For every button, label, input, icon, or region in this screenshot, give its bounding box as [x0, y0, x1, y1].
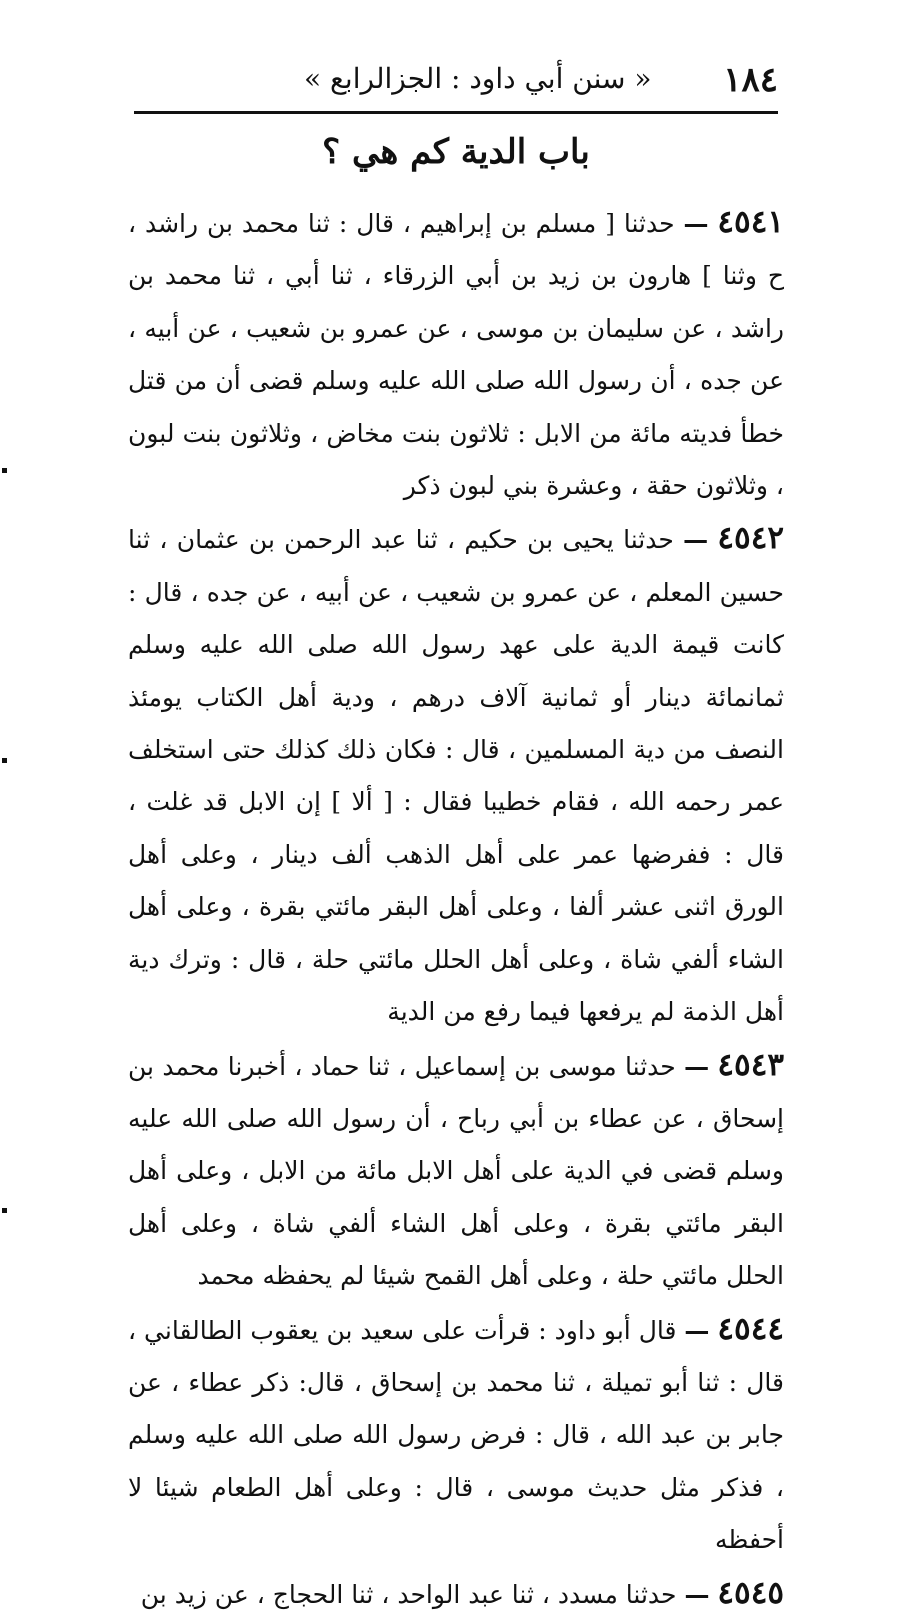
hadith-text: حدثنا موسى بن إسماعيل ، ثنا حماد ، أخبرنا محمد بن إسحاق ، عن عطاء بن أبي رباح ، أن رسول الله صلى الله عليه وسلم قضى في الدية على أهل الابل مائة من الابل ، وعلى أهل البقر مائتي بقرة ، وعلى أهل الشاء ألفي شاة ، وعلى أهل الحلل مائتي حلة ، وعلى أهل القمح شيئا لم يحفظه محمد: [128, 1051, 784, 1291]
margin-mark: [2, 1208, 7, 1213]
dash-separator: —: [684, 1315, 710, 1345]
header-rule: [134, 111, 778, 114]
hadith-4544: [128, 1303, 784, 1567]
hadith-number: ٤٥٤٤: [717, 1310, 785, 1347]
hadith-4542: [128, 512, 784, 1038]
page-header: [134, 50, 778, 110]
running-title: « سنن أبي داود : الجزالرابع »: [304, 62, 652, 95]
body-text: [128, 196, 784, 1621]
page-number: ١٨٤: [723, 60, 778, 100]
hadith-4541: [128, 196, 784, 512]
dash-separator: —: [684, 1051, 710, 1081]
dash-separator: —: [683, 209, 709, 238]
hadith-number: ٤٥٤٥: [717, 1574, 784, 1611]
hadith-text: حدثنا يحيى بن حكيم ، ثنا عبد الرحمن بن عثمان ، ثنا حسين المعلم ، عن عمرو بن شعيب ، عن أبيه ، عن جده ، قال : كانت قيمة الدية على عهد رسول الله صلى الله عليه وسلم ثمانمائة دينار أو ثمانية آلاف درهم ، ودية أهل الكتاب يومئذ النصف من دية المسلمين ، قال : فكان ذلك كذلك حتى استخلف عمر رحمه الله ، فقام خطيبا فقال : [ ألا ] إن الابل قد غلت ، قال : ففرضها عمر على أهل الذهب ألف دينار ، وعلى أهل الورق اثنى عشر ألفا ، وعلى أهل البقر مائتي بقرة ، وعلى أهل الشاء ألفي شاة ، وعلى أهل الحلل مائتي حلة ، قال : وترك دية أهل الذمة لم يرفعها فيما رفع من الدية: [128, 525, 784, 1027]
hadith-number: ٤٥٤٣: [717, 1046, 784, 1083]
hadith-text: حدثنا [ مسلم بن إبراهيم ، قال : ثنا محمد بن راشد ، ح وثنا ] هارون بن زيد بن أبي الزرقاء ، ثنا أبي ، ثنا محمد بن راشد ، عن سليمان بن موسى ، عن عمرو بن شعيب ، عن أبيه ، عن جده ، أن رسول الله صلى الله عليه وسلم قضى أن من قتل خطأ فديته مائة من الابل : ثلاثون بنت مخاض ، وثلاثون بنت لبون ، وثلاثون حقة ، وعشرة بني لبون ذكر: [128, 209, 784, 501]
dash-separator: —: [683, 525, 709, 555]
dash-separator: —: [684, 1579, 710, 1609]
hadith-number: ٤٥٤١: [717, 204, 785, 240]
hadith-number: ٤٥٤٢: [717, 520, 784, 557]
hadith-text: قال أبو داود : قرأت على سعيد بن يعقوب الطالقاني ، قال : ثنا أبو تميلة ، ثنا محمد بن إسحاق ، قال: ذكر عطاء ، عن جابر بن عبد الله ، قال : فرض رسول الله صلى الله عليه وسلم ، فذكر مثل حديث موسى ، قال : وعلى أهل الطعام شيئا لا أحفظه: [128, 1315, 784, 1555]
hadith-4545: [128, 1567, 784, 1621]
margin-mark: [2, 758, 7, 763]
hadith-text: حدثنا مسدد ، ثنا عبد الواحد ، ثنا الحجاج ، عن زيد بن: [140, 1579, 677, 1609]
hadith-4543: [128, 1039, 784, 1303]
margin-mark: [2, 468, 7, 473]
chapter-title: باب الدية كم هي ؟: [322, 132, 590, 172]
